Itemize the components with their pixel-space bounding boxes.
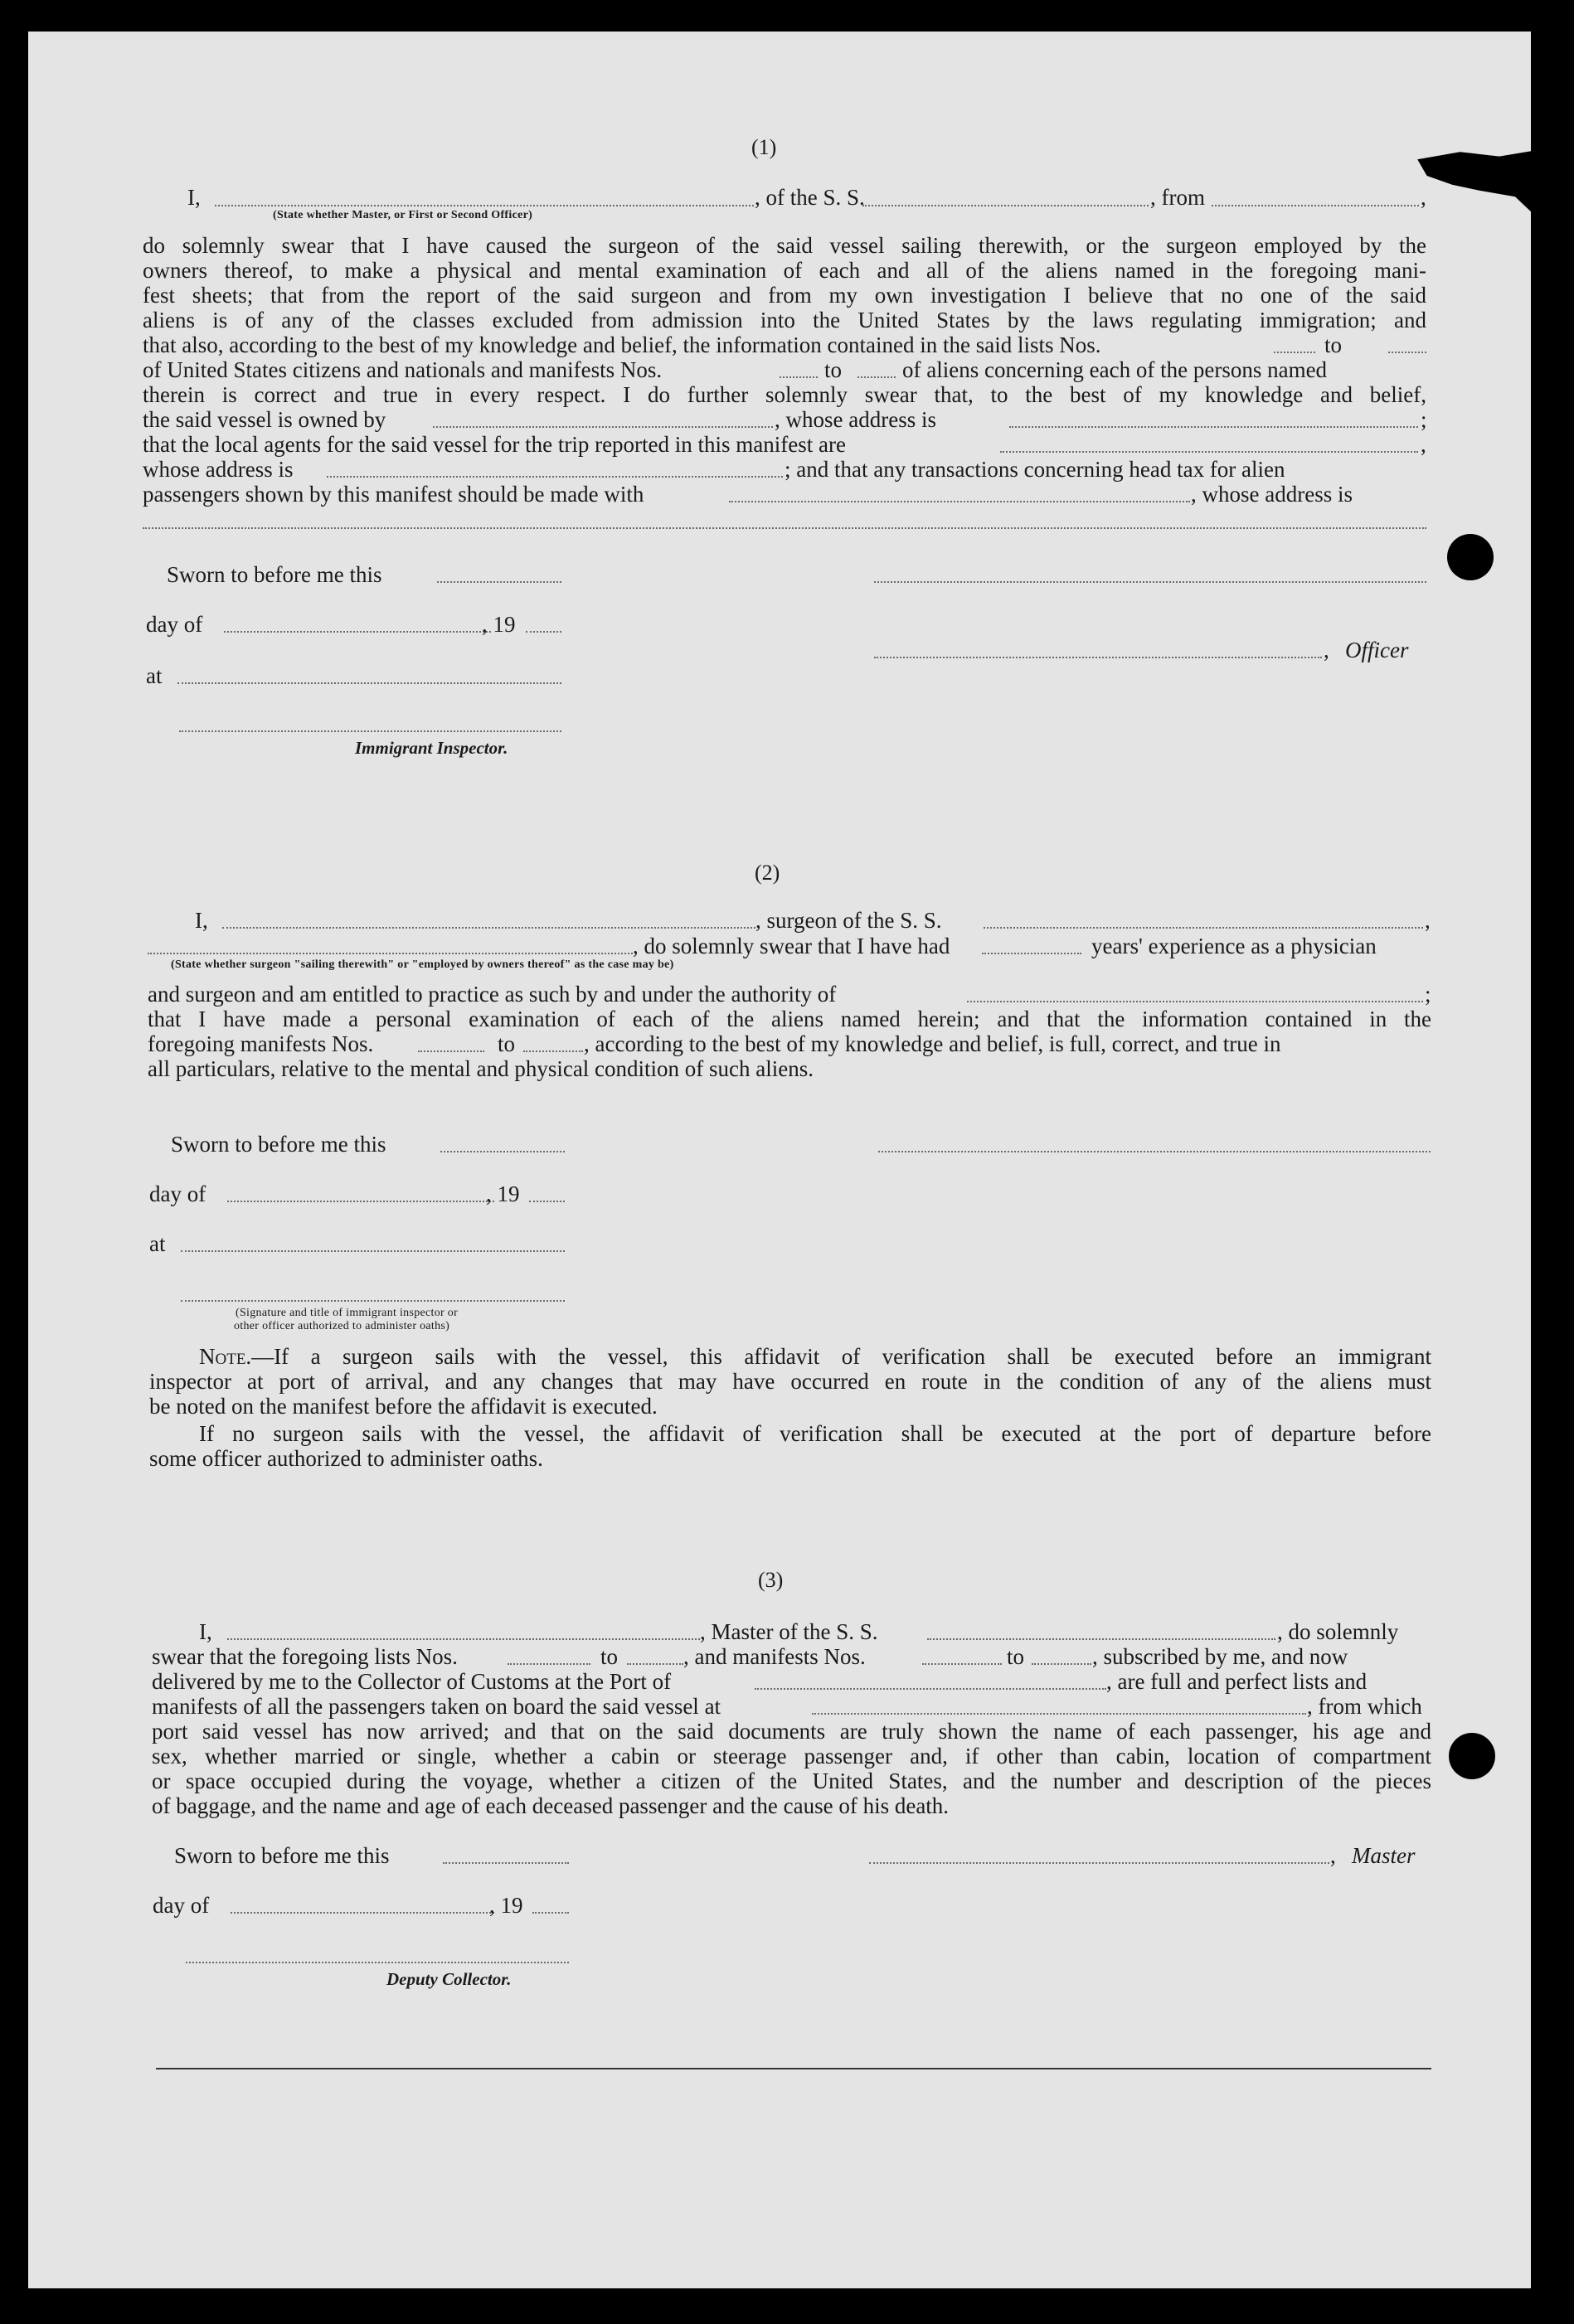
punch-hole-bottom	[1449, 1733, 1495, 1779]
inspector-signature-field[interactable]	[181, 1300, 565, 1302]
note-text: some officer authorized to administer oaths.	[149, 1446, 543, 1471]
affidavit-text-line: the said vessel is owned by	[143, 407, 386, 432]
affidavit-text-line: of United States citizens and nationals and manifests Nos.	[143, 357, 663, 382]
affidavit-text-line: , Master of the S. S.	[700, 1619, 878, 1644]
affidavit-text-line: , subscribed by me, and now	[1092, 1644, 1348, 1669]
affidavit-text-line: owners thereof, to make a physical and mental examination of each and all of the aliens named in the foregoing mani-	[143, 258, 1426, 283]
affidavit-text-line: or space occupied during the voyage, whether a citizen of the United States, and the number and description of the pieces	[152, 1768, 1431, 1793]
text-from: , from	[1150, 185, 1205, 210]
affidavit-text-line: , whose address is	[775, 407, 936, 432]
affidavit-text-line: all particulars, relative to the mental and physical condition of such aliens.	[148, 1056, 814, 1081]
affidavit-text-line: , according to the best of my knowledge and belief, is full, correct, and true in	[584, 1031, 1281, 1056]
text-i: I,	[195, 908, 208, 933]
affidavit-text-line: aliens is of any of the classes excluded from admission into the United States by the laws regulating immigration; and	[143, 308, 1426, 332]
affidavit-text-line: of baggage, and the name and age of each deceased passenger and the cause of his death.	[152, 1793, 950, 1818]
signature-note: (Signature and title of immigrant inspector or	[236, 1307, 459, 1319]
agents-address-field[interactable]	[327, 476, 783, 478]
officer-label: Officer	[1345, 638, 1409, 662]
text-to: to	[824, 357, 843, 382]
punch-hole-top	[1447, 534, 1494, 580]
vessel-name-field[interactable]	[984, 927, 1423, 929]
comma: ,	[1421, 185, 1426, 210]
year-label: , 19	[482, 612, 516, 637]
affidavit-text-line: that also, according to the best of my knowledge and belief, the information contained in the said lists Nos.	[143, 332, 1101, 357]
text-i: I,	[199, 1619, 212, 1644]
officer-title-field[interactable]	[874, 657, 1322, 658]
text-to: to	[600, 1644, 619, 1669]
note-text: inspector at port of arrival, and any changes that may have occurred en route in the condition of any of the aliens must	[149, 1369, 1431, 1394]
torn-corner	[1405, 146, 1562, 221]
day-of-label: day of	[153, 1893, 210, 1918]
sworn-month-field[interactable]	[231, 1912, 494, 1914]
affidavit-text-line: , are full and perfect lists and	[1106, 1669, 1368, 1694]
officer-name-field[interactable]	[215, 205, 754, 206]
surgeon-status-field[interactable]	[148, 953, 633, 954]
semicolon: ;	[1421, 407, 1427, 432]
text-of-ss: , of the S. S.	[755, 185, 865, 210]
day-of-label: day of	[149, 1181, 206, 1206]
affidavit-text-line: years' experience as a physician	[1091, 934, 1377, 958]
departure-port-field[interactable]	[1212, 205, 1419, 206]
section-number: (1)	[751, 135, 777, 159]
head-tax-address-field[interactable]	[143, 527, 1426, 529]
affidavit-text-line: that the local agents for the said vessel for the trip reported in this manifest are	[143, 432, 846, 457]
comma: ,	[1330, 1843, 1336, 1868]
sworn-label: Sworn to before me this	[174, 1843, 390, 1868]
affidavit-text-line: sex, whether married or single, whether a cabin or steerage passenger and, if other than cabin, location of compartment	[152, 1744, 1431, 1768]
manifests-from-field[interactable]	[922, 1663, 1002, 1665]
sworn-day-field[interactable]	[440, 1151, 565, 1152]
field-note: (State whether Master, or First or Second Officer)	[273, 209, 533, 221]
master-name-field[interactable]	[227, 1638, 700, 1640]
owner-address-field[interactable]	[1009, 426, 1418, 428]
text-i: I,	[187, 185, 201, 210]
affidavit-text-line: delivered by me to the Collector of Customs at the Port of	[152, 1669, 672, 1694]
local-agents-field[interactable]	[1000, 451, 1418, 453]
affidavit-text-line: , do solemnly	[1277, 1619, 1399, 1644]
sworn-year-field[interactable]	[526, 631, 561, 633]
affidavit-text-line: that I have made a personal examination of each of the aliens named herein; and that the information contained in the	[148, 1007, 1431, 1031]
affidavit-text-line: whose address is	[143, 457, 294, 482]
inspector-signature-field[interactable]	[179, 730, 561, 732]
text-to: to	[498, 1031, 516, 1056]
signature-note: other officer authorized to administer oaths)	[234, 1320, 450, 1332]
section-number: (3)	[758, 1568, 784, 1592]
vessel-name-field[interactable]	[927, 1638, 1275, 1640]
manifests-to-field[interactable]	[1032, 1663, 1091, 1665]
sworn-place-field[interactable]	[181, 1250, 565, 1252]
affidavit-text-line: therein is correct and true in every respect. I do further solemnly swear that, to the best of my knowledge and belief,	[143, 382, 1426, 407]
master-signature-field[interactable]	[869, 1862, 1329, 1864]
note-text: —If a surgeon sails with the vessel, this affidavit of verification shall be executed before an immigrant	[251, 1344, 1431, 1369]
sworn-year-field[interactable]	[529, 1201, 565, 1202]
sworn-year-field[interactable]	[532, 1912, 569, 1914]
affidavit-text-line: manifests of all the passengers taken on board the said vessel at	[152, 1694, 721, 1719]
sworn-month-field[interactable]	[224, 631, 491, 633]
text-to: to	[1007, 1644, 1025, 1669]
collector-label: Deputy Collector.	[386, 1969, 512, 1989]
lists-to-field[interactable]	[1388, 352, 1426, 353]
vessel-name-field[interactable]	[862, 205, 1149, 206]
field-note: (State whether surgeon "sailing therewith" or "employed by owners thereof" as the case may be)	[171, 958, 674, 971]
surgeon-signature-field[interactable]	[878, 1151, 1431, 1152]
year-label: , 19	[486, 1181, 520, 1206]
text-to: to	[1324, 332, 1343, 357]
section-number: (2)	[755, 861, 780, 885]
at-label: at	[146, 663, 163, 688]
sworn-place-field[interactable]	[177, 682, 561, 684]
lists-to-field[interactable]	[627, 1663, 683, 1665]
document-page	[28, 32, 1531, 2288]
surgeon-name-field[interactable]	[222, 927, 755, 929]
affidavit-text-line: ; and that any transactions concerning head tax for alien	[785, 457, 1285, 482]
affidavit-text-line: swear that the foregoing lists Nos.	[152, 1644, 458, 1669]
embarkation-port-field[interactable]	[812, 1713, 1306, 1715]
semicolon: ;	[1425, 982, 1431, 1007]
affidavit-text-line: and surgeon and am entitled to practice as such by and under the authority of	[148, 982, 837, 1007]
affidavit-text-line: of aliens concerning each of the persons named	[902, 357, 1328, 382]
affidavit-text-line: foregoing manifests Nos.	[148, 1031, 374, 1056]
owner-field[interactable]	[433, 426, 773, 428]
lists-from-field[interactable]	[1274, 352, 1315, 353]
lists-from-field[interactable]	[508, 1663, 590, 1665]
sworn-label: Sworn to before me this	[167, 562, 382, 587]
inspector-label: Immigrant Inspector.	[355, 738, 508, 758]
manifests-from-field[interactable]	[780, 376, 818, 378]
years-experience-field[interactable]	[982, 953, 1081, 954]
comma: ,	[1324, 638, 1329, 662]
affidavit-text-line: , surgeon of the S. S.	[755, 908, 942, 933]
affidavit-text-line: , from which	[1307, 1694, 1422, 1719]
affidavit-text-line: port said vessel has now arrived; and that on the said documents are truly shown the name of each passenger, his age and	[152, 1719, 1431, 1744]
note-text: If no surgeon sails with the vessel, the affidavit of verification shall be executed at the port of departure before	[199, 1421, 1431, 1446]
head-tax-contact-field[interactable]	[729, 501, 1190, 502]
year-label: , 19	[489, 1893, 523, 1918]
comma: ,	[1425, 908, 1431, 933]
sworn-day-field[interactable]	[437, 581, 561, 583]
sworn-day-field[interactable]	[443, 1862, 569, 1864]
manifests-to-field[interactable]	[523, 1050, 583, 1052]
bottom-rule	[156, 2068, 1431, 2069]
manifests-from-field[interactable]	[418, 1050, 484, 1052]
port-field[interactable]	[755, 1688, 1106, 1690]
affidavit-text-line: , do solemnly swear that I have had	[633, 934, 950, 958]
note-first-line	[149, 1344, 1431, 1370]
officer-signature-field[interactable]	[874, 581, 1426, 583]
at-label: at	[149, 1231, 166, 1256]
master-label: Master	[1352, 1843, 1416, 1868]
sworn-label: Sworn to before me this	[171, 1132, 386, 1157]
collector-signature-field[interactable]	[186, 1962, 569, 1963]
note-label: Note.	[199, 1344, 252, 1369]
note-text: be noted on the manifest before the affidavit is executed.	[149, 1394, 658, 1419]
comma: ,	[1421, 432, 1426, 457]
manifests-to-field[interactable]	[857, 376, 896, 378]
affidavit-text-line: , whose address is	[1191, 482, 1353, 507]
affidavit-text-line: passengers shown by this manifest should be made with	[143, 482, 644, 507]
affidavit-text-line: fest sheets; that from the report of the said surgeon and from my own investigation I believe that no one of the said	[143, 283, 1426, 308]
affidavit-text-line: , and manifests Nos.	[683, 1644, 866, 1669]
affidavit-text-line: do solemnly swear that I have caused the surgeon of the said vessel sailing therewith, or the surgeon employed by the	[143, 233, 1426, 258]
sworn-month-field[interactable]	[227, 1201, 494, 1202]
day-of-label: day of	[146, 612, 203, 637]
authority-field[interactable]	[967, 1001, 1423, 1002]
